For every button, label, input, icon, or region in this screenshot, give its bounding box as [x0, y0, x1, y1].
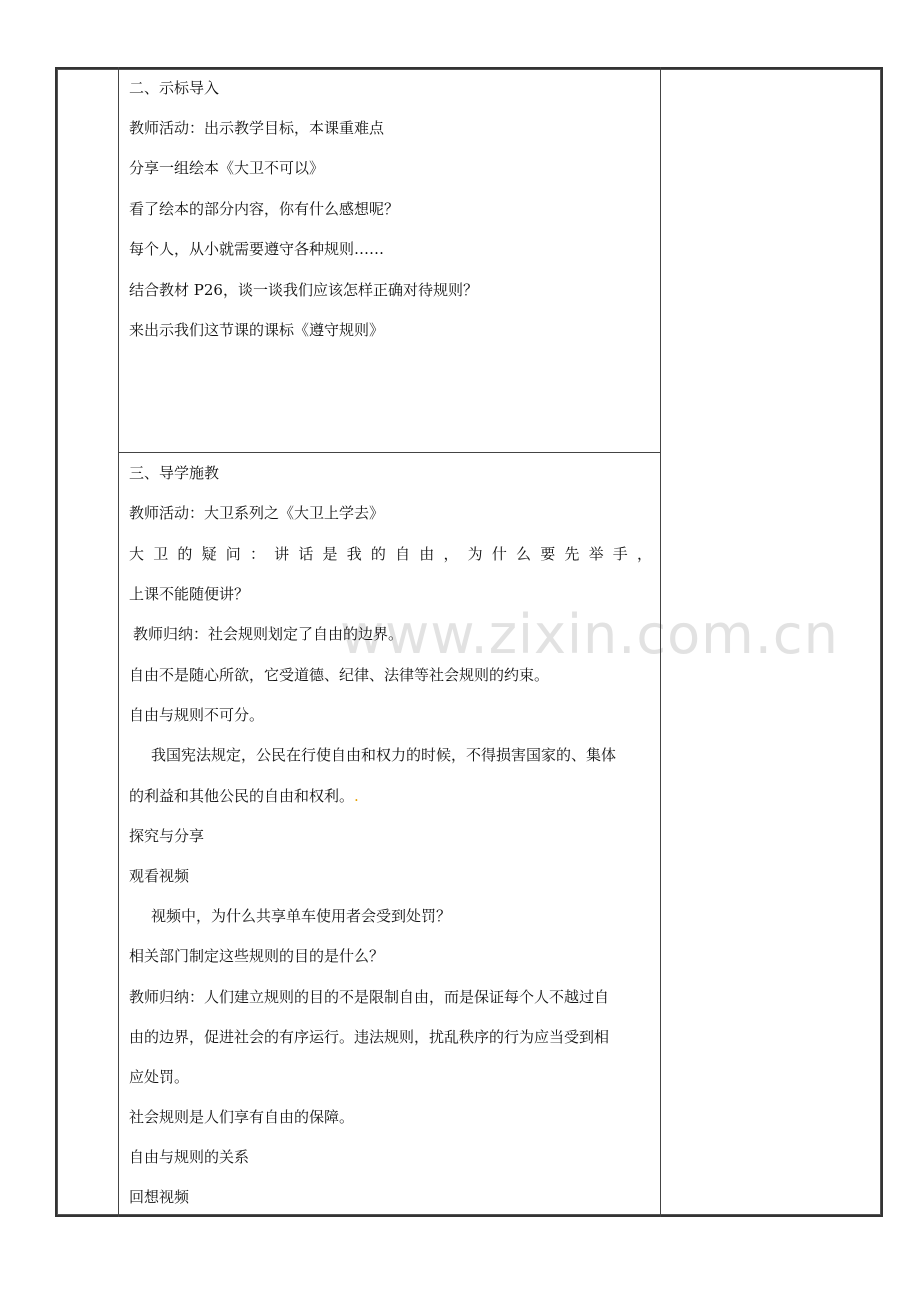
text-line: 来出示我们这节课的课标《遵守规则》	[129, 321, 385, 339]
text-line: 上课不能随便讲？	[129, 585, 250, 603]
spread-char: ，	[636, 545, 652, 563]
text-line: 探究与分享	[129, 827, 205, 845]
column-divider-right	[660, 67, 661, 1217]
spread-char: 讲	[274, 545, 290, 563]
spread-char: 由	[419, 545, 435, 563]
section-three-heading: 三、导学施教	[129, 464, 220, 482]
spread-char: 的	[370, 545, 386, 563]
row-divider	[118, 452, 661, 453]
column-divider-left	[118, 67, 119, 1217]
text-line: 观看视频	[129, 867, 190, 885]
spread-char: 要	[540, 545, 556, 563]
text-line: 教师归纳：社会规则划定了自由的边界。	[133, 625, 404, 643]
text-line: 我国宪法规定，公民在行使自由和权力的时候，不得损害国家的、集体	[151, 746, 617, 764]
spread-char: ：	[249, 545, 265, 563]
spread-char: 先	[564, 545, 580, 563]
spread-char: 举	[588, 545, 604, 563]
section-two-heading: 二、示标导入	[129, 79, 220, 97]
text-line: 教师归纳：人们建立规则的目的不是限制自由，而是保证每个人不越过自	[129, 988, 610, 1006]
text-line: 结合教材 P26，谈一谈我们应该怎样正确对待规则？	[129, 281, 478, 299]
text-line: 看了绘本的部分内容，你有什么感想呢？	[129, 200, 400, 218]
text-line: 应处罚。	[129, 1068, 190, 1086]
text-line: 自由与规则的关系	[129, 1148, 250, 1166]
spread-char: 卫	[153, 545, 169, 563]
text-line: 回想视频	[129, 1188, 190, 1206]
spread-char: 什	[491, 545, 507, 563]
text-line: 教师活动：大卫系列之《大卫上学去》	[129, 504, 385, 522]
spread-char: 话	[298, 545, 314, 563]
text-line	[129, 786, 359, 806]
spread-char: 大	[129, 545, 145, 563]
spread-char: 疑	[201, 545, 217, 563]
spread-char: 为	[467, 545, 483, 563]
text-line: 分享一组绘本《大卫不可以》	[129, 159, 325, 177]
text-line: 每个人，从小就需要遵守各种规则……	[129, 240, 385, 258]
text-line: 自由不是随心所欲，它受道德、纪律、法律等社会规则的约束。	[129, 666, 550, 684]
spread-char: 么	[516, 545, 532, 563]
watermark: www.zixin.com.cn	[340, 603, 839, 666]
spread-char: 问	[225, 545, 241, 563]
spread-char: 我	[346, 545, 362, 563]
spread-char: 手	[612, 545, 628, 563]
justified-question-line	[129, 544, 652, 564]
text-span: 的利益和其他公民的自由和权利。	[129, 787, 355, 805]
spread-char: 自	[395, 545, 411, 563]
text-line: 教师活动：出示教学目标，本课重难点	[129, 119, 385, 137]
spread-char: 的	[177, 545, 193, 563]
text-line: 自由与规则不可分。	[129, 706, 265, 724]
text-line: 社会规则是人们享有自由的保障。	[129, 1108, 355, 1126]
text-line: 由的边界，促进社会的有序运行。违法规则，扰乱秩序的行为应当受到相	[129, 1028, 610, 1046]
text-line: 相关部门制定这些规则的目的是什么？	[129, 947, 385, 965]
spread-char: ，	[443, 545, 459, 563]
text-line: 视频中，为什么共享单车使用者会受到处罚？	[151, 907, 452, 925]
spread-char: 是	[322, 545, 338, 563]
decorative-dot: .	[354, 787, 359, 805]
